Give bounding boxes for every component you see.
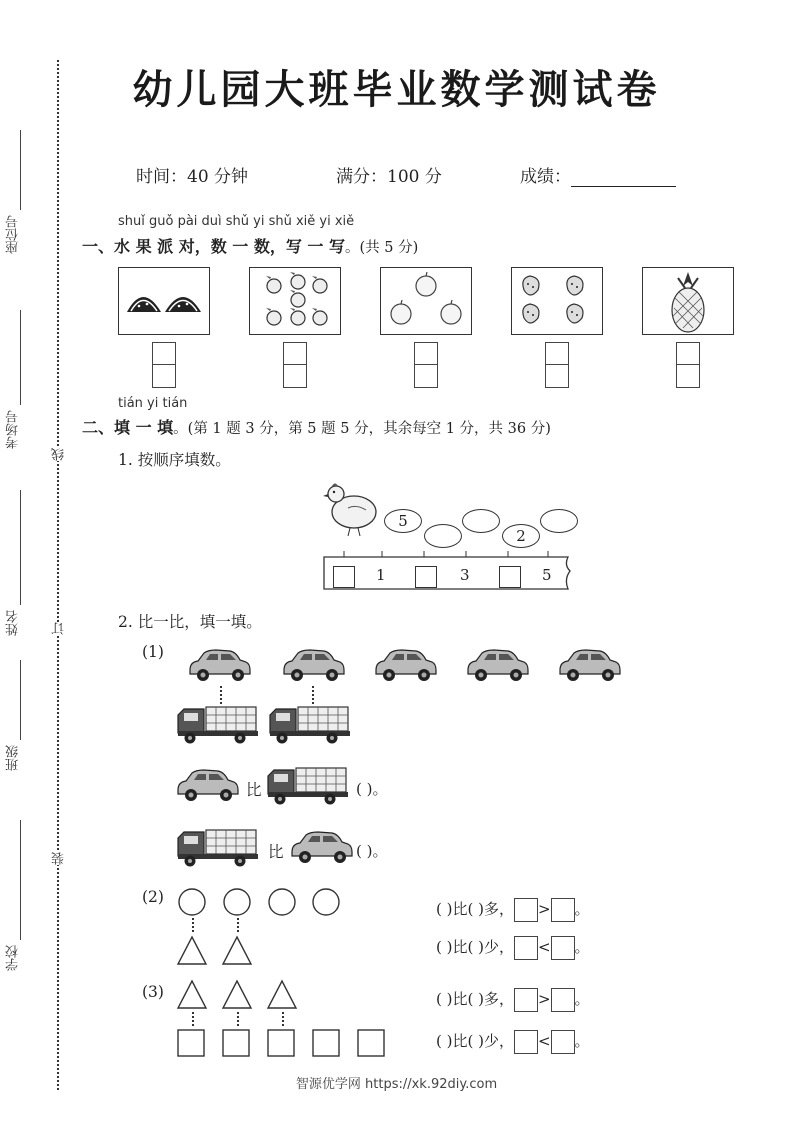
peach-answer-box[interactable]	[283, 342, 307, 388]
section2-heading	[82, 415, 551, 438]
section1-heading	[82, 234, 418, 257]
square-shape-5	[358, 1030, 384, 1056]
school-blank	[20, 820, 21, 940]
circles-row	[176, 886, 346, 918]
part3-gt-right-box[interactable]	[551, 988, 575, 1012]
apple-card	[380, 267, 472, 335]
ruler-number-5: 5	[542, 566, 552, 584]
compare-answer-2[interactable]: ( )。	[356, 842, 388, 860]
name-label: 姓名	[6, 610, 21, 636]
score-label: 成绩：	[520, 167, 571, 187]
triangle-shape-4	[223, 981, 251, 1008]
part3-gt-dot: 。	[574, 990, 590, 1008]
class-blank	[20, 660, 21, 740]
car-icon-3	[372, 648, 440, 684]
triangle-shape-5	[268, 981, 296, 1008]
watermelon-icon	[119, 268, 209, 334]
section2-pinyin: tián yi tián	[118, 396, 188, 411]
section1-score: 。(共 5 分)	[345, 240, 419, 256]
question-2: 2. 比一比，填一填。	[118, 613, 262, 631]
pineapple-card	[642, 267, 734, 335]
part-3-label: (3)	[142, 983, 164, 1001]
part3-more-line[interactable]	[436, 988, 590, 1012]
seat-blank	[20, 130, 21, 210]
section2-title: 二、填 一 填	[82, 418, 174, 437]
compare-truck-icon-2	[176, 828, 262, 870]
compare-car-icon-2	[288, 830, 356, 866]
seat-label: 座位号	[6, 215, 21, 254]
circle-shape-4	[313, 889, 339, 915]
pineapple-icon	[643, 268, 733, 334]
hen-icon	[322, 478, 380, 538]
apple-icon	[381, 268, 471, 334]
egg-oval-1[interactable]: 5	[384, 509, 422, 533]
binding-ding: 订	[52, 622, 67, 635]
page-title: 幼儿园大班毕业数学测试卷	[132, 67, 661, 113]
section2-score: 。(第 1 题 3 分，第 5 题 5 分，其余每空 1 分，共 36 分)	[173, 421, 551, 437]
part2-more-text[interactable]: ( )比( )多，	[436, 900, 514, 918]
car-icon-5	[556, 648, 624, 684]
question-1: 1. 按顺序填数。	[118, 451, 231, 469]
car-icon-4	[464, 648, 532, 684]
egg-oval-3[interactable]	[462, 509, 500, 533]
match-dots-2	[312, 686, 314, 704]
ruler-blank-2[interactable]	[415, 566, 437, 588]
part2-gt-right-box[interactable]	[551, 898, 575, 922]
circle-shape-2	[224, 889, 250, 915]
section1-pinyin: shuǐ guǒ pài duì shǔ yi shǔ xiě yi xiě	[118, 214, 355, 229]
watermelon-answer-box[interactable]	[152, 342, 176, 388]
square-shape-3	[268, 1030, 294, 1056]
egg-oval-5[interactable]	[540, 509, 578, 533]
car-icon-2	[280, 648, 348, 684]
peach-icon	[250, 268, 340, 334]
ruler-blank-3[interactable]	[499, 566, 521, 588]
match-dots-1	[220, 686, 222, 704]
square-shape-2	[223, 1030, 249, 1056]
part3-lt-right-box[interactable]	[551, 1030, 575, 1054]
part2-gt-sign: >	[537, 900, 551, 918]
match-dots-5	[192, 1012, 194, 1026]
section1-title: 一、水 果 派 对，数 一 数，写 一 写	[82, 237, 345, 256]
part2-more-line[interactable]	[436, 898, 590, 922]
match-dots-6	[237, 1012, 239, 1026]
square-shape-1	[178, 1030, 204, 1056]
part2-lt-left-box[interactable]	[514, 936, 538, 960]
ruler-number-3: 3	[460, 566, 470, 584]
binding-zhuang: 装	[52, 852, 67, 865]
part3-more-text[interactable]: ( )比( )多，	[436, 990, 514, 1008]
truck-icon-1	[176, 705, 262, 747]
peach-card	[249, 267, 341, 335]
part3-gt-sign: >	[537, 990, 551, 1008]
school-label: 学校	[6, 945, 21, 971]
part2-less-text[interactable]: ( )比( )少，	[436, 938, 514, 956]
truck-icon-2	[268, 705, 354, 747]
time-info: 时间：40 分钟	[136, 167, 249, 187]
ruler-number-1: 1	[376, 566, 386, 584]
pineapple-answer-box[interactable]	[676, 342, 700, 388]
compare-bi-1: 比	[246, 781, 262, 799]
triangle-shape-1	[178, 937, 206, 964]
score-blank[interactable]	[571, 168, 676, 187]
strawberry-answer-box[interactable]	[545, 342, 569, 388]
square-shape-4	[313, 1030, 339, 1056]
watermark: 智源优学网 https://xk.92diy.com	[295, 1077, 498, 1092]
circle-shape-1	[179, 889, 205, 915]
part2-less-line[interactable]	[436, 936, 590, 960]
squares-row	[176, 1028, 390, 1058]
score-field[interactable]	[520, 162, 676, 187]
compare-bi-2: 比	[268, 843, 284, 861]
number-ruler	[320, 545, 580, 597]
part2-gt-dot: 。	[574, 900, 590, 918]
triangles-row-2	[176, 978, 306, 1010]
part3-less-text[interactable]: ( )比( )少，	[436, 1032, 514, 1050]
part3-lt-dot: 。	[574, 1032, 590, 1050]
compare-answer-1[interactable]: ( )。	[356, 780, 388, 798]
triangle-shape-2	[223, 937, 251, 964]
part3-less-line[interactable]	[436, 1030, 590, 1054]
match-dots-4	[237, 918, 239, 932]
class-label: 班级	[6, 745, 21, 771]
part3-lt-left-box[interactable]	[514, 1030, 538, 1054]
part2-lt-right-box[interactable]	[551, 936, 575, 960]
room-blank	[20, 310, 21, 405]
binding-xian: 线	[52, 448, 67, 461]
part-1-label: (1)	[142, 643, 164, 661]
triangle-shape-3	[178, 981, 206, 1008]
compare-car-icon-1	[174, 768, 242, 804]
strawberry-icon	[512, 268, 602, 334]
part2-lt-sign: <	[537, 938, 551, 956]
circle-shape-3	[269, 889, 295, 915]
match-dots-7	[282, 1012, 284, 1026]
part2-gt-left-box[interactable]	[514, 898, 538, 922]
part3-gt-left-box[interactable]	[514, 988, 538, 1012]
strawberry-card	[511, 267, 603, 335]
ruler-blank-1[interactable]	[333, 566, 355, 588]
car-icon-1	[186, 648, 254, 684]
match-dots-3	[192, 918, 194, 932]
part-2-label: (2)	[142, 888, 164, 906]
name-blank	[20, 490, 21, 605]
part3-lt-sign: <	[537, 1032, 551, 1050]
watermelon-card	[118, 267, 210, 335]
binding-dotted-line	[57, 60, 59, 1090]
full-score-info: 满分：100 分	[336, 167, 442, 187]
part2-lt-dot: 。	[574, 938, 590, 956]
egg-oval-4[interactable]: 2	[502, 524, 540, 548]
triangles-row-1	[176, 934, 256, 966]
apple-answer-box[interactable]	[414, 342, 438, 388]
room-label: 考场号	[6, 410, 21, 449]
compare-truck-icon-1	[266, 766, 352, 808]
